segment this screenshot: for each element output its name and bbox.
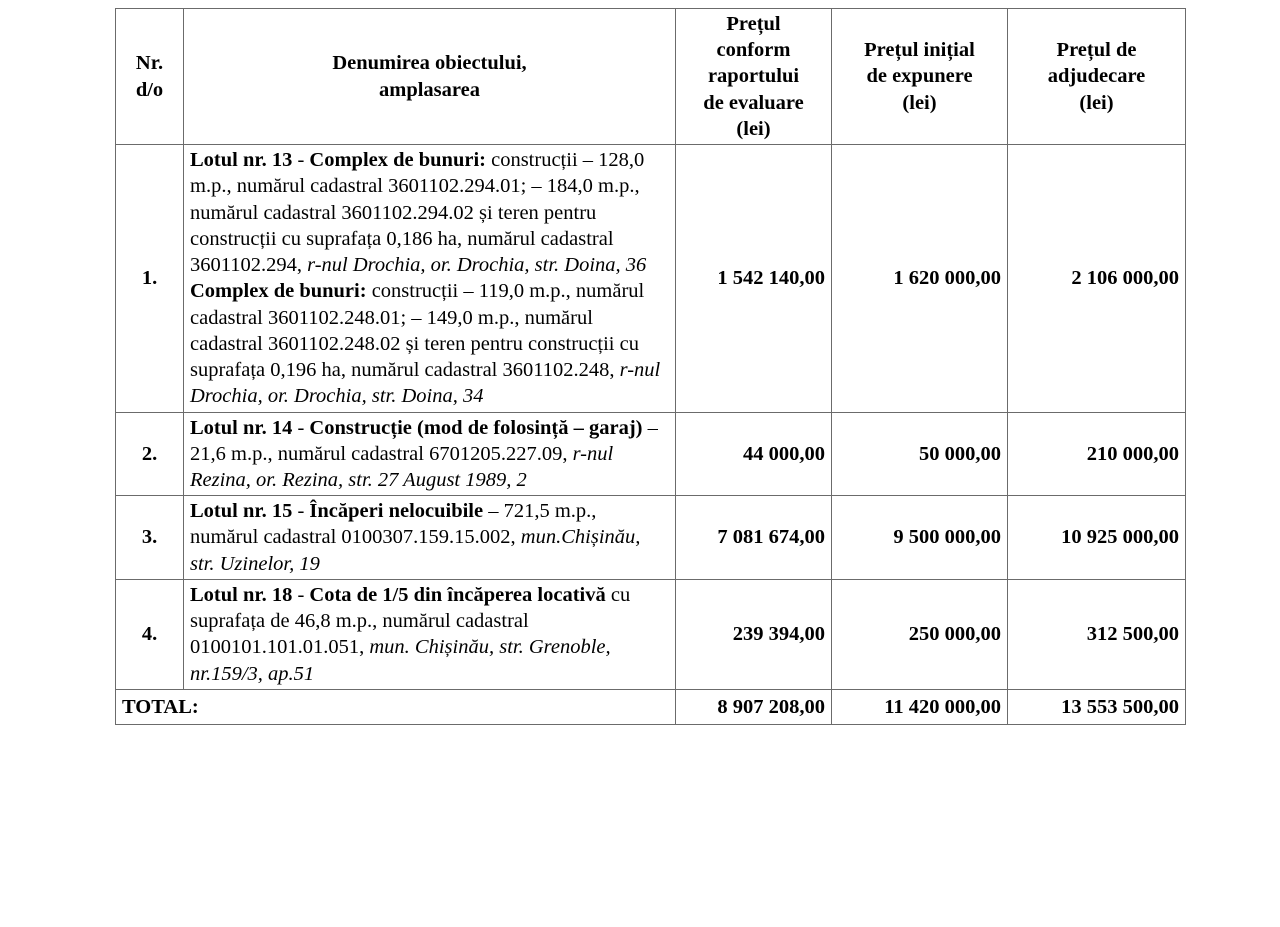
column-header-nr-line-1: Nr.: [135, 52, 164, 75]
row-object-description: Lotul nr. 13 - Complex de bunuri: construcții – 128,0 m.p., numărul cadastral 3601102.294.01; – 184,0 m.p., numărul cadastral 3601102.294.02 și teren pentru construcții cu suprafața 0,186 ha, numărul cadastral 3601102.294, r-nul Drochia, or. Drochia, str. Doina, 36 Complex de bunuri: construcții – 119,0 m.p., numărul cadastral 3601102.248.01; – 149,0 m.p., numărul cadastral 3601102.248.02 și teren pentru construcții cu suprafața 0,196 ha, numărul cadastral 3601102.248, r-nul Drochia, or. Drochia, str. Doina, 34: [184, 145, 676, 412]
column-header-final-price: [1008, 9, 1186, 145]
row-final-price: 2 106 000,00: [1008, 145, 1186, 412]
row-final-price: 312 500,00: [1008, 579, 1186, 689]
row-initial-price: 50 000,00: [832, 412, 1008, 496]
row-initial-price: 9 500 000,00: [832, 496, 1008, 580]
total-label: TOTAL:: [116, 689, 676, 724]
row-final-price: 10 925 000,00: [1008, 496, 1186, 580]
row-number: 4.: [116, 579, 184, 689]
column-header-eval-price-line-5: (lei): [736, 117, 771, 140]
row-number: 2.: [116, 412, 184, 496]
column-header-final-price-line-1: Prețul de: [1056, 39, 1137, 62]
table-row: [116, 579, 1186, 689]
column-header-initial-price-line-1: Prețul inițial: [864, 39, 975, 62]
row-eval-price: 7 081 674,00: [676, 496, 832, 580]
row-eval-price: 239 394,00: [676, 579, 832, 689]
column-header-eval-price-line-3: raportului: [707, 65, 800, 88]
row-number: 3.: [116, 496, 184, 580]
table-row: [116, 145, 1186, 412]
table-body: [116, 145, 1186, 725]
auction-lots-table: [115, 8, 1186, 725]
row-object-description: Lotul nr. 15 - Încăperi nelocuibile – 721,5 m.p., numărul cadastral 0100307.159.15.002, mun.Chișinău, str. Uzinelor, 19: [184, 496, 676, 580]
column-header-nr-line-2: d/o: [135, 78, 164, 101]
table-row: [116, 496, 1186, 580]
row-eval-price: 1 542 140,00: [676, 145, 832, 412]
column-header-nr: [116, 9, 184, 145]
table-total-row: [116, 689, 1186, 724]
row-number: 1.: [116, 145, 184, 412]
row-object-description: Lotul nr. 14 - Construcție (mod de folosință – garaj) – 21,6 m.p., numărul cadastral 6701205.227.09, r-nul Rezina, or. Rezina, str. 27 August 1989, 2: [184, 412, 676, 496]
column-header-eval-price-line-1: Prețul: [726, 13, 781, 35]
column-header-eval-price-line-4: de evaluare: [703, 91, 804, 114]
row-initial-price: 1 620 000,00: [832, 145, 1008, 412]
row-object-description: Lotul nr. 18 - Cota de 1/5 din încăperea locativă cu suprafața de 46,8 m.p., numărul cadastral 0100101.101.01.051, mun. Chișinău, str. Grenoble, nr.159/3, ap.51: [184, 579, 676, 689]
column-header-initial-price-line-2: de expunere: [866, 65, 973, 88]
total-initial-price: 11 420 000,00: [832, 689, 1008, 724]
column-header-object: [184, 9, 676, 145]
column-header-eval-price-line-2: conform: [716, 39, 791, 62]
table-header: [116, 9, 1186, 145]
row-eval-price: 44 000,00: [676, 412, 832, 496]
total-final-price: 13 553 500,00: [1008, 689, 1186, 724]
column-header-initial-price-line-3: (lei): [902, 91, 937, 114]
column-header-object-line-2: amplasarea: [379, 78, 480, 101]
column-header-object-line-1: Denumirea obiectului,: [332, 52, 527, 75]
column-header-final-price-line-2: adjudecare: [1047, 65, 1146, 88]
row-final-price: 210 000,00: [1008, 412, 1186, 496]
row-initial-price: 250 000,00: [832, 579, 1008, 689]
table-row: [116, 412, 1186, 496]
total-eval-price: 8 907 208,00: [676, 689, 832, 724]
column-header-final-price-line-3: (lei): [1079, 91, 1114, 114]
column-header-initial-price: [832, 9, 1008, 145]
column-header-eval-price: [676, 9, 832, 145]
table-header-row: [116, 9, 1186, 145]
